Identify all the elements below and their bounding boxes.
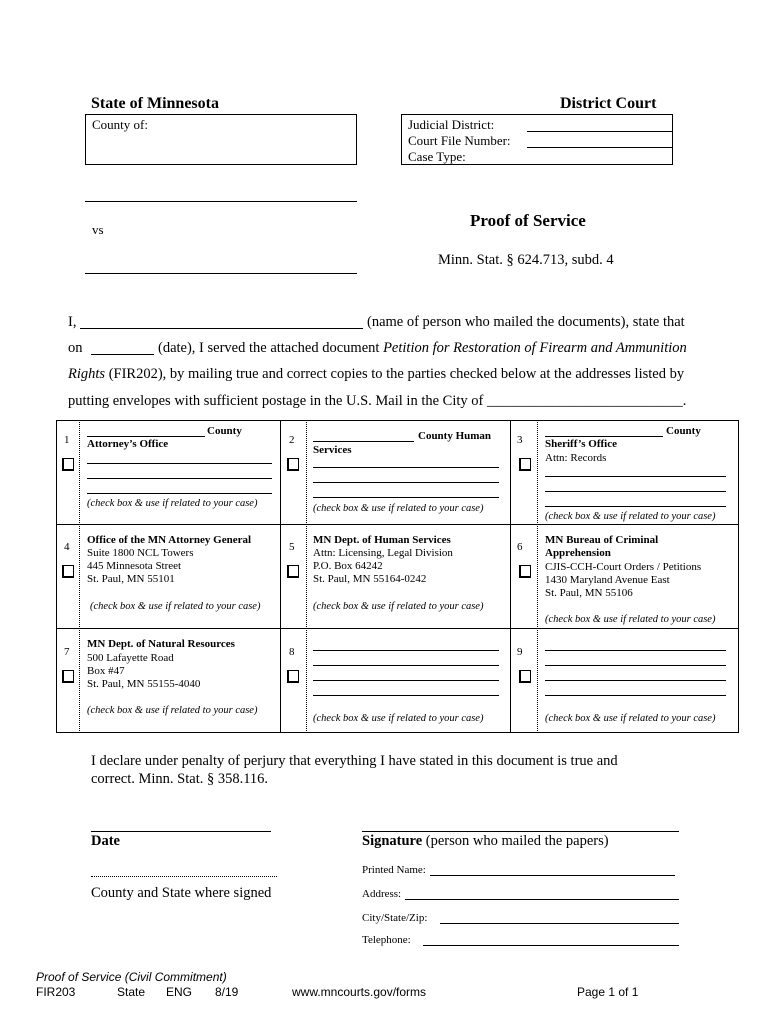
cell-7-title: MN Dept. of Natural Resources xyxy=(87,638,235,650)
judicial-district-label: Judicial District: xyxy=(408,117,495,132)
footer-url[interactable]: www.mncourts.gov/forms xyxy=(292,985,427,999)
cell-2-line-2[interactable] xyxy=(313,482,499,483)
cell-number-6: 6 xyxy=(517,541,523,553)
footer-form-title: Proof of Service (Civil Commitment) xyxy=(36,970,227,984)
cell-9-line-3[interactable] xyxy=(545,680,726,681)
cell-7-line-2: Box #47 xyxy=(87,665,125,677)
address-label: Address: xyxy=(362,888,402,900)
checkbox-3[interactable] xyxy=(519,458,531,471)
checkbox-2[interactable] xyxy=(287,458,299,471)
signature-note: (person who mailed the papers) xyxy=(425,833,609,849)
declaration-line-2: correct. Minn. Stat. § 358.116. xyxy=(91,771,269,787)
county-human-services-field[interactable] xyxy=(313,441,414,442)
cell-1-title: Attorney’s Office xyxy=(87,438,169,450)
cell-6-title-2: Apprehension xyxy=(545,547,611,559)
county-attorney-field[interactable] xyxy=(87,436,205,437)
cell-number-8: 8 xyxy=(289,646,295,658)
statement-line-2 xyxy=(158,340,687,357)
cell-3-line-2[interactable] xyxy=(545,491,726,492)
cell-1-line-2[interactable] xyxy=(87,478,272,479)
cell-5-line-3: St. Paul, MN 55164-0242 xyxy=(313,573,427,585)
statement-line-4: putting envelopes with sufficient postage in the U.S. Mail in the City of ___________________________. xyxy=(68,393,687,409)
statement-line-2-middle: (date), I served the attached document xyxy=(158,340,380,356)
cell-8-line-2[interactable] xyxy=(313,665,499,666)
cell-2-note: (check box & use if related to your case) xyxy=(313,503,484,514)
cell-1-county: County xyxy=(207,425,242,437)
cell-6-title: MN Bureau of Criminal xyxy=(545,534,659,546)
cell-4-line-3: St. Paul, MN 55101 xyxy=(87,573,175,585)
cell-1-line-1[interactable] xyxy=(87,463,272,464)
petition-name: Petition for Restoration of Firearm and Ammunition xyxy=(383,340,687,356)
telephone-field[interactable] xyxy=(423,945,679,946)
cell-number-9: 9 xyxy=(517,646,523,658)
footer-page: Page 1 of 1 xyxy=(577,985,639,999)
cell-9-line-1[interactable] xyxy=(545,650,726,651)
cell-7-line-3: St. Paul, MN 55155-4040 xyxy=(87,678,201,690)
cell-8-line-4[interactable] xyxy=(313,695,499,696)
cell-6-line-1: CJIS-CCH-Court Orders / Petitions xyxy=(545,561,702,573)
form-title: Proof of Service xyxy=(470,211,586,230)
signature-label-row xyxy=(362,833,609,850)
checkbox-6[interactable] xyxy=(519,565,531,578)
county-state-field[interactable] xyxy=(91,876,277,877)
cell-8-note: (check box & use if related to your case) xyxy=(313,713,484,724)
statement-on: on xyxy=(68,340,83,356)
cell-3-line-1[interactable] xyxy=(545,476,726,477)
respondent-line[interactable] xyxy=(85,273,357,274)
telephone-label: Telephone: xyxy=(362,934,411,946)
cell-4-line-1: Suite 1800 NCL Towers xyxy=(87,547,194,559)
cell-8-line-3[interactable] xyxy=(313,680,499,681)
cell-2-county-human: County Human xyxy=(418,430,492,442)
case-info-box xyxy=(401,114,673,165)
grid-row-divider-2 xyxy=(56,628,739,629)
cell-5-line-1: Attn: Licensing, Legal Division xyxy=(313,547,453,559)
grid-row-divider-1 xyxy=(56,524,739,525)
cell-9-line-4[interactable] xyxy=(545,695,726,696)
statement-line-3-rest: (FIR202), by mailing true and correct copies to the parties checked below at the addresses listed by xyxy=(108,366,685,382)
cell-2-title: Services xyxy=(313,444,352,456)
city-state-zip-field[interactable] xyxy=(440,923,679,924)
cell-number-7: 7 xyxy=(64,646,70,658)
cell-1-line-3[interactable] xyxy=(87,493,272,494)
cell-3-attn: Attn: Records xyxy=(545,452,607,464)
court-file-number-label: Court File Number: xyxy=(408,133,511,148)
cell-number-2: 2 xyxy=(289,434,295,446)
checkbox-8[interactable] xyxy=(287,670,299,683)
cell-3-county: County xyxy=(666,425,701,437)
statement-line-1-suffix: (name of person who mailed the documents), state that xyxy=(367,314,685,330)
cell-6-note: (check box & use if related to your case) xyxy=(545,614,716,625)
cell-9-line-2[interactable] xyxy=(545,665,726,666)
cell-4-note: (check box & use if related to your case) xyxy=(90,601,261,612)
signature-label: Signature xyxy=(362,833,423,849)
declaration-line-1: I declare under penalty of perjury that everything I have stated in this document is true and xyxy=(91,753,618,769)
cell-3-title: Sheriff’s Office xyxy=(545,438,617,450)
printed-name-field[interactable] xyxy=(430,875,675,876)
cell-number-1: 1 xyxy=(64,434,70,446)
cell-1-note: (check box & use if related to your case) xyxy=(87,498,258,509)
checkbox-1[interactable] xyxy=(62,458,74,471)
grid-dotted-1 xyxy=(79,420,80,733)
statement-i: I, xyxy=(68,314,77,330)
footer-lang: ENG xyxy=(166,985,193,999)
cell-3-note: (check box & use if related to your case) xyxy=(545,511,716,522)
grid-col-divider-1 xyxy=(280,420,281,733)
printed-name-label: Printed Name: xyxy=(362,864,426,876)
footer-form-code: FIR203 xyxy=(36,985,76,999)
cell-5-note: (check box & use if related to your case) xyxy=(313,601,484,612)
court-heading: District Court xyxy=(560,95,657,112)
signature-field[interactable] xyxy=(362,831,679,832)
city-state-zip-label: City/State/Zip: xyxy=(362,912,428,924)
cell-5-title: MN Dept. of Human Services xyxy=(313,534,451,546)
cell-8-line-1[interactable] xyxy=(313,650,499,651)
address-field[interactable] xyxy=(405,899,679,900)
statement-line-1 xyxy=(68,314,76,331)
petition-name-end: Rights xyxy=(68,366,106,382)
grid-dotted-3 xyxy=(537,420,538,733)
cell-4-line-2: 445 Minnesota Street xyxy=(87,560,182,572)
vs-text: vs xyxy=(92,222,104,237)
county-state-label: County and State where signed xyxy=(91,885,272,901)
state-heading: State of Minnesota xyxy=(91,95,219,112)
cell-number-5: 5 xyxy=(289,541,295,553)
checkbox-7[interactable] xyxy=(62,670,74,683)
statement-line-3 xyxy=(68,366,684,383)
judicial-district-field[interactable] xyxy=(527,131,672,132)
case-type-label: Case Type: xyxy=(408,149,466,164)
cell-number-4: 4 xyxy=(64,541,70,553)
petitioner-line[interactable] xyxy=(85,201,357,202)
cell-2-line-1[interactable] xyxy=(313,467,499,468)
court-file-number-field[interactable] xyxy=(527,147,672,148)
checkbox-9[interactable] xyxy=(519,670,531,683)
service-date-field[interactable] xyxy=(91,354,154,355)
cell-5-line-2: P.O. Box 64242 xyxy=(313,560,383,572)
server-name-field[interactable] xyxy=(80,328,363,329)
date-field[interactable] xyxy=(91,831,271,832)
cell-3-line-3[interactable] xyxy=(545,506,726,507)
statute-ref: Minn. Stat. § 624.713, subd. 4 xyxy=(438,252,614,268)
cell-2-line-3[interactable] xyxy=(313,497,499,498)
county-box[interactable] xyxy=(85,114,357,165)
date-label: Date xyxy=(91,833,120,849)
cell-7-note: (check box & use if related to your case) xyxy=(87,705,258,716)
cell-6-line-2: 1430 Maryland Avenue East xyxy=(545,574,670,586)
cell-6-line-3: St. Paul, MN 55106 xyxy=(545,587,633,599)
cell-4-title: Office of the MN Attorney General xyxy=(87,534,252,546)
cell-7-line-1: 500 Lafayette Road xyxy=(87,652,174,664)
grid-col-divider-2 xyxy=(510,420,511,733)
footer-state: State xyxy=(117,985,146,999)
checkbox-4[interactable] xyxy=(62,565,74,578)
grid-dotted-2 xyxy=(306,420,307,733)
footer-date: 8/19 xyxy=(215,985,239,999)
checkbox-5[interactable] xyxy=(287,565,299,578)
county-label: County of: xyxy=(92,117,148,132)
county-sheriff-field[interactable] xyxy=(545,436,663,437)
cell-9-note: (check box & use if related to your case) xyxy=(545,713,716,724)
cell-number-3: 3 xyxy=(517,434,523,446)
